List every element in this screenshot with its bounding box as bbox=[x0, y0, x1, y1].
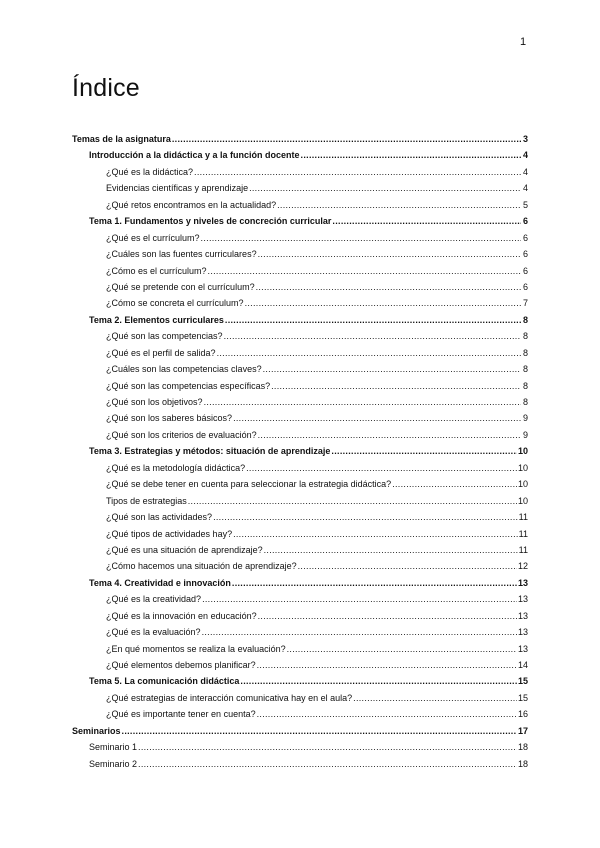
toc-entry-title: ¿Qué es la didáctica? bbox=[106, 166, 194, 177]
toc-entry-title: ¿Qué se debe tener en cuenta para seleccionar la estrategia didáctica? bbox=[106, 479, 392, 490]
toc-entry-page: 16 bbox=[517, 709, 528, 720]
toc-entry-page: 8 bbox=[522, 364, 528, 375]
toc-entry[interactable] bbox=[72, 558, 528, 574]
toc-entry[interactable] bbox=[72, 624, 528, 640]
toc-entry[interactable] bbox=[72, 312, 528, 328]
toc-entry-page: 8 bbox=[522, 347, 528, 358]
toc-dot-leader bbox=[233, 410, 521, 426]
toc-dot-leader bbox=[301, 147, 521, 163]
toc-entry-title: Seminarios bbox=[72, 725, 121, 736]
toc-entry-page: 8 bbox=[522, 331, 528, 342]
toc-entry[interactable] bbox=[72, 230, 528, 246]
toc-entry[interactable] bbox=[72, 279, 528, 295]
toc-dot-leader bbox=[188, 493, 517, 509]
toc-entry-page: 10 bbox=[517, 479, 528, 490]
toc-dot-leader bbox=[225, 312, 521, 328]
toc-entry[interactable] bbox=[72, 591, 528, 607]
toc-dot-leader bbox=[202, 591, 517, 607]
toc-entry-page: 6 bbox=[522, 265, 528, 276]
toc-entry[interactable] bbox=[72, 476, 528, 492]
toc-entry-title: ¿Cómo es el currículum? bbox=[106, 265, 207, 276]
toc-entry-title: ¿Qué son las competencias? bbox=[106, 331, 223, 342]
toc-entry-page: 5 bbox=[522, 199, 528, 210]
toc-entry-page: 13 bbox=[517, 610, 528, 621]
toc-entry[interactable] bbox=[72, 180, 528, 196]
toc-entry-page: 6 bbox=[522, 281, 528, 292]
toc-dot-leader bbox=[245, 295, 521, 311]
toc-entry-title: ¿Qué tipos de actividades hay? bbox=[106, 528, 233, 539]
toc-entry-page: 8 bbox=[522, 380, 528, 391]
toc-entry[interactable] bbox=[72, 147, 528, 163]
toc-entry-title: ¿Qué es importante tener en cuenta? bbox=[106, 709, 256, 720]
toc-entry-title: ¿Qué es la innovación en educación? bbox=[106, 610, 257, 621]
toc-entry-page: 6 bbox=[522, 232, 528, 243]
toc-entry-title: ¿Qué se pretende con el currículum? bbox=[106, 281, 255, 292]
toc-dot-leader bbox=[138, 739, 517, 755]
toc-entry[interactable] bbox=[72, 345, 528, 361]
toc-entry-page: 17 bbox=[517, 725, 528, 736]
toc-dot-leader bbox=[392, 476, 517, 492]
toc-entry-page: 3 bbox=[522, 134, 528, 144]
toc-entry-title: Tema 3. Estrategias y métodos: situación de aprendizaje bbox=[89, 446, 331, 457]
toc-entry[interactable] bbox=[72, 690, 528, 706]
toc-dot-leader bbox=[201, 230, 521, 246]
toc-entry-title: Temas de la asignatura bbox=[72, 134, 171, 144]
toc-dot-leader bbox=[204, 394, 521, 410]
toc-entry-title: ¿Qué es una situación de aprendizaje? bbox=[106, 544, 263, 555]
toc-dot-leader bbox=[277, 197, 521, 213]
toc-entry[interactable] bbox=[72, 575, 528, 591]
toc-entry[interactable] bbox=[72, 197, 528, 213]
toc-entry[interactable] bbox=[72, 756, 528, 772]
toc-dot-leader bbox=[233, 526, 518, 542]
toc-entry-page: 13 bbox=[517, 577, 528, 588]
toc-entry[interactable] bbox=[72, 295, 528, 311]
toc-dot-leader bbox=[224, 328, 521, 344]
toc-entry-title: ¿Cuáles son las competencias claves? bbox=[106, 364, 262, 375]
toc-entry-page: 6 bbox=[522, 216, 528, 227]
toc-dot-leader bbox=[264, 542, 518, 558]
toc-entry-page: 7 bbox=[522, 298, 528, 309]
toc-dot-leader bbox=[258, 608, 517, 624]
toc-dot-leader bbox=[246, 460, 517, 476]
toc-entry-page: 9 bbox=[522, 413, 528, 424]
toc-entry-page: 18 bbox=[517, 742, 528, 753]
toc-dot-leader bbox=[258, 427, 521, 443]
toc-entry[interactable] bbox=[72, 641, 528, 657]
toc-entry-page: 4 bbox=[522, 150, 528, 161]
toc-entry-page: 10 bbox=[517, 462, 528, 473]
toc-entry[interactable] bbox=[72, 509, 528, 525]
toc-entry-page: 4 bbox=[522, 183, 528, 194]
toc-entry-page: 8 bbox=[522, 397, 528, 407]
toc-entry-page: 13 bbox=[517, 627, 528, 638]
toc-entry-page: 15 bbox=[517, 676, 528, 687]
toc-entry-title: ¿Cuáles son las fuentes curriculares? bbox=[106, 249, 257, 260]
toc-dot-leader bbox=[271, 378, 521, 394]
toc-dot-leader bbox=[249, 180, 521, 196]
toc-dot-leader bbox=[172, 131, 521, 147]
toc-dot-leader bbox=[263, 361, 521, 377]
toc-dot-leader bbox=[232, 575, 517, 591]
toc-entry-title: Tipos de estrategias bbox=[106, 495, 187, 506]
toc-entry[interactable] bbox=[72, 706, 528, 722]
toc-entry-title: Tema 5. La comunicación didáctica bbox=[89, 676, 240, 687]
toc-dot-leader bbox=[332, 213, 521, 229]
toc-dot-leader bbox=[122, 723, 517, 739]
toc-entry-title: ¿Qué son las actividades? bbox=[106, 512, 213, 523]
toc-entry-title: Tema 4. Creatividad e innovación bbox=[89, 577, 231, 588]
toc-dot-leader bbox=[287, 641, 517, 657]
toc-dot-leader bbox=[202, 624, 517, 640]
toc-entry-title: ¿En qué momentos se realiza la evaluación? bbox=[106, 643, 286, 654]
toc-entry-title: ¿Qué es la metodología didáctica? bbox=[106, 462, 246, 473]
toc-entry-page: 9 bbox=[522, 429, 528, 440]
toc-entry[interactable] bbox=[72, 739, 528, 755]
toc-dot-leader bbox=[257, 657, 517, 673]
toc-entry-title: ¿Qué elementos debemos planificar? bbox=[106, 660, 256, 670]
toc-entry-title: ¿Qué es el perfil de salida? bbox=[106, 347, 216, 358]
toc-entry-title: ¿Cómo hacemos una situación de aprendizaje? bbox=[106, 561, 297, 572]
toc-entry[interactable] bbox=[72, 131, 528, 147]
toc-entry-page: 13 bbox=[517, 594, 528, 605]
toc-entry-page: 12 bbox=[517, 561, 528, 572]
toc-entry-page: 11 bbox=[518, 512, 528, 523]
toc-entry-title: Tema 2. Elementos curriculares bbox=[89, 314, 224, 325]
table-of-contents bbox=[72, 131, 528, 772]
toc-entry[interactable] bbox=[72, 542, 528, 558]
toc-entry-title: Seminario 2 bbox=[89, 758, 138, 769]
toc-entry[interactable] bbox=[72, 164, 528, 180]
toc-entry-page: 4 bbox=[522, 166, 528, 177]
toc-entry[interactable] bbox=[72, 410, 528, 426]
toc-dot-leader bbox=[353, 690, 517, 706]
toc-entry[interactable] bbox=[72, 493, 528, 509]
toc-dot-leader bbox=[298, 558, 517, 574]
toc-entry-title: ¿Qué estrategias de interacción comunicativa hay en el aula? bbox=[106, 692, 353, 703]
toc-entry-page: 10 bbox=[517, 495, 528, 506]
toc-entry-page: 15 bbox=[517, 692, 528, 703]
toc-entry[interactable] bbox=[72, 657, 528, 673]
toc-entry[interactable] bbox=[72, 328, 528, 344]
toc-entry-page: 18 bbox=[517, 758, 528, 769]
toc-dot-leader bbox=[194, 164, 521, 180]
toc-entry-page: 14 bbox=[517, 660, 528, 670]
toc-dot-leader bbox=[256, 279, 521, 295]
toc-entry[interactable] bbox=[72, 526, 528, 542]
toc-entry-title: Evidencias científicas y aprendizaje bbox=[106, 183, 249, 194]
toc-entry[interactable] bbox=[72, 263, 528, 279]
toc-dot-leader bbox=[258, 246, 521, 262]
toc-entry-page: 6 bbox=[522, 249, 528, 260]
toc-entry-title: ¿Qué es el currículum? bbox=[106, 232, 200, 243]
toc-entry[interactable] bbox=[72, 427, 528, 443]
page-title: Índice bbox=[72, 74, 140, 102]
toc-entry[interactable] bbox=[72, 460, 528, 476]
toc-entry-title: ¿Qué retos encontramos en la actualidad? bbox=[106, 199, 277, 210]
toc-entry[interactable] bbox=[72, 246, 528, 262]
toc-entry[interactable] bbox=[72, 608, 528, 624]
toc-entry[interactable] bbox=[72, 443, 528, 459]
toc-entry-title: Tema 1. Fundamentos y niveles de concreción curricular bbox=[89, 216, 332, 227]
toc-dot-leader bbox=[208, 263, 521, 279]
toc-entry-title: ¿Qué es la creatividad? bbox=[106, 594, 202, 605]
toc-entry-title: Introducción a la didáctica y a la función docente bbox=[89, 150, 300, 161]
toc-entry-title: ¿Qué son las competencias específicas? bbox=[106, 380, 271, 391]
toc-entry-title: ¿Qué son los saberes básicos? bbox=[106, 413, 233, 424]
toc-entry-page: 11 bbox=[518, 528, 528, 539]
toc-dot-leader bbox=[257, 706, 517, 722]
toc-entry-title: Seminario 1 bbox=[89, 742, 138, 753]
toc-entry[interactable] bbox=[72, 361, 528, 377]
toc-dot-leader bbox=[240, 673, 517, 689]
toc-dot-leader bbox=[331, 443, 517, 459]
toc-entry-title: ¿Qué son los criterios de evaluación? bbox=[106, 429, 257, 440]
toc-entry[interactable] bbox=[72, 723, 528, 739]
toc-entry-page: 8 bbox=[522, 314, 528, 325]
toc-entry[interactable] bbox=[72, 213, 528, 229]
toc-dot-leader bbox=[138, 756, 517, 772]
toc-dot-leader bbox=[217, 345, 521, 361]
toc-entry[interactable] bbox=[72, 378, 528, 394]
page-number: 1 bbox=[520, 36, 527, 48]
toc-entry[interactable] bbox=[72, 673, 528, 689]
toc-entry[interactable] bbox=[72, 394, 528, 410]
toc-entry-title: ¿Qué es la evaluación? bbox=[106, 627, 201, 638]
toc-entry-page: 13 bbox=[517, 643, 528, 654]
toc-entry-page: 10 bbox=[517, 446, 528, 457]
toc-entry-page: 11 bbox=[518, 544, 528, 555]
toc-entry-title: ¿Qué son los objetivos? bbox=[106, 397, 203, 407]
toc-dot-leader bbox=[213, 509, 518, 525]
toc-entry-title: ¿Cómo se concreta el currículum? bbox=[106, 298, 244, 309]
